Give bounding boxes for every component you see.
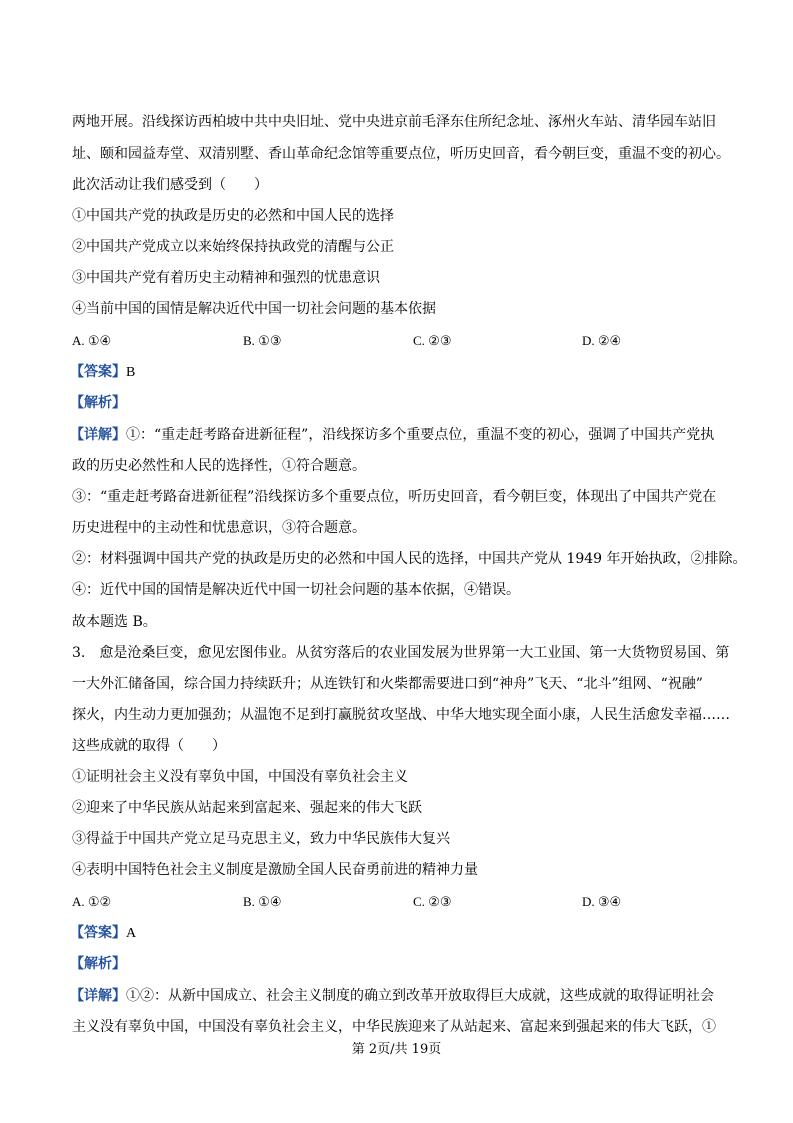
- q3-statement-1: ①证明社会主义没有辜负中国，中国没有辜负社会主义: [72, 769, 408, 785]
- q3-option-d: D. ③④: [582, 894, 622, 909]
- q2-statement-2: ②中国共产党成立以来始终保持执政党的清醒与公正: [72, 239, 394, 255]
- answer-value: B: [126, 365, 136, 380]
- q2-statement-1: ①中国共产党的执政是历史的必然和中国人民的选择: [72, 208, 394, 224]
- q2-option-c: C. ②③: [413, 333, 452, 348]
- q3-stem-line-3: 探火，内生动力更加强劲；从温饱不足到打赢脱贫攻坚战、中华大地实现全面小康，人民生活愈发幸福……: [72, 707, 730, 723]
- q3-stem-line-2: 一大外汇储备国，综合国力持续跃升；从连铁钉和火柴都需要进口到“神舟”飞天、“北斗”组网、“祝融”: [72, 676, 703, 692]
- q3-stem-line-1: 3. 愈是沧桑巨变，愈见宏图伟业。从贫穷落后的农业国发展为世界第一大工业国、第一大货物贸易国、第: [72, 645, 730, 661]
- q2-detail-line-4: 历史进程中的主动性和忧患意识，③符合题意。: [72, 520, 366, 536]
- q2-answer: [70, 362, 135, 383]
- q2-analysis-heading: [70, 393, 126, 413]
- q3-detail-line-1: [70, 986, 714, 1006]
- q3-answer: [70, 923, 136, 944]
- q3-analysis-heading: [70, 954, 126, 974]
- q2-option-d: D. ②④: [582, 333, 622, 348]
- q3-statement-3: ③得益于中国共产党立足马克思主义，致力中华民族伟大复兴: [72, 831, 450, 847]
- answer-value: A: [126, 926, 137, 941]
- q3-stem-line-4: 这些成就的取得（ ）: [72, 738, 226, 754]
- q2-stem-line-2: 址、颐和园益寿堂、双清别墅、香山革命纪念馆等重要点位，听历史回音，看今朝巨变，重温不变的初心。: [72, 146, 730, 162]
- q3-option-b: B. ①④: [243, 894, 282, 909]
- answer-tag: 【答案】: [70, 364, 126, 380]
- q2-detail-line-1: [70, 425, 714, 445]
- q2-stem-line-3: 此次活动让我们感受到（ ）: [72, 177, 268, 193]
- q2-detail-line-5: ②：材料强调中国共产党的执政是历史的必然和中国人民的选择，中国共产党从 1949 年开始执政，②排除。: [72, 551, 747, 567]
- q3-option-a: A. ①②: [72, 894, 112, 909]
- q2-detail-line-3: ③：“重走赶考路奋进新征程”沿线探访多个重要点位，听历史回音，看今朝巨变，体现出了中国共产党在: [72, 489, 717, 505]
- q3-detail-line-2: 主义没有辜负中国，中国没有辜负社会主义，中华民族迎来了从站起来、富起来到强起来的伟大飞跃，①: [72, 1019, 716, 1035]
- detail-tag: 【详解】: [70, 427, 126, 443]
- q2-option-b: B. ①③: [243, 333, 282, 348]
- analysis-tag: 【解析】: [70, 395, 126, 411]
- q2-detail-line-2: 政的历史必然性和人民的选择性，①符合题意。: [72, 458, 366, 474]
- page-footer: 第 2页/共 19页: [351, 1042, 442, 1057]
- q3-statement-4: ④表明中国特色社会主义制度是激励全国人民奋勇前进的精神力量: [72, 862, 478, 878]
- q2-option-a: A. ①④: [72, 333, 112, 348]
- q2-detail-line-7: 故本题选 B。: [72, 614, 157, 630]
- q2-stem-line-1: 两地开展。沿线探访西柏坡中共中央旧址、党中央进京前毛泽东住所纪念址、涿州火车站、清华园车站旧: [72, 114, 716, 130]
- q2-detail-line-6: ④：近代中国的国情是解决近代中国一切社会问题的基本依据，④错误。: [72, 582, 520, 598]
- analysis-tag: 【解析】: [70, 956, 126, 972]
- detail-text: ①②：从新中国成立、社会主义制度的确立到改革开放取得巨大成就，这些成就的取得证明社会: [126, 988, 714, 1004]
- answer-tag: 【答案】: [70, 925, 126, 941]
- q3-option-c: C. ②③: [413, 894, 452, 909]
- detail-tag: 【详解】: [70, 988, 126, 1004]
- q2-statement-4: ④当前中国的国情是解决近代中国一切社会问题的基本依据: [72, 301, 436, 317]
- q2-statement-3: ③中国共产党有着历史主动精神和强烈的忧患意识: [72, 270, 380, 286]
- detail-text: ①：“重走赶考路奋进新征程”，沿线探访多个重要点位，重温不变的初心，强调了中国共产党执: [126, 427, 715, 443]
- q3-statement-2: ②迎来了中华民族从站起来到富起来、强起来的伟大飞跃: [72, 800, 422, 816]
